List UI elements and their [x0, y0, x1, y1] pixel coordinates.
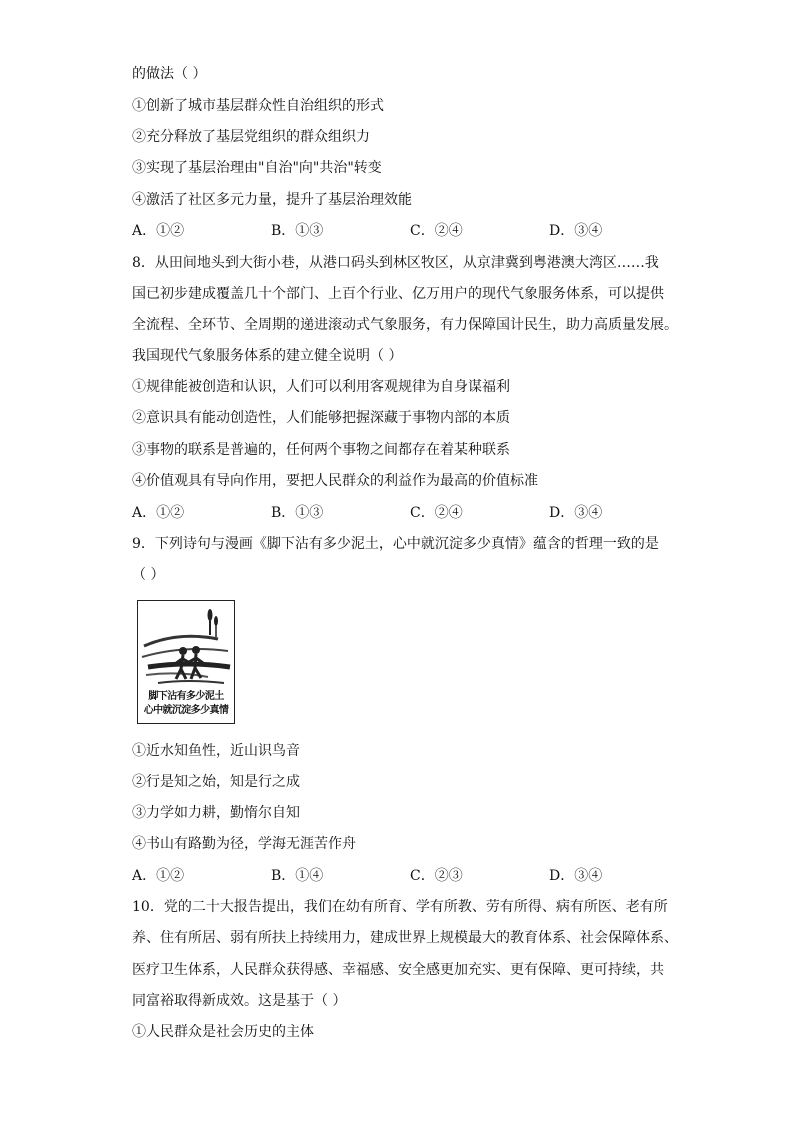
q9-option-c: C．②③ — [410, 868, 463, 884]
q9-option-d: D．③④ — [549, 868, 603, 884]
q7-item-3: ③实现了基层治理由"自治"向"共治"转变 — [132, 160, 382, 176]
q9-stem-line-1: 9．下列诗句与漫画《脚下沾有多少泥土，心中就沉淀多少真情》蕴含的哲理一致的是 — [132, 536, 659, 552]
cartoon-caption-line-2: 心中就沉淀多少真情 — [143, 705, 229, 716]
q9-item-2: ②行是知之始，知是行之成 — [132, 774, 300, 790]
q10-stem-line-3: 医疗卫生体系，人民群众获得感、幸福感、安全感更加充实、更有保障、更可持续，共 — [132, 962, 664, 978]
q10-stem-line-2: 养、住有所居、弱有所扶上持续用力，建成世界上规模最大的教育体系、社会保障体系、 — [132, 930, 678, 946]
q8-option-d: D．③④ — [549, 505, 603, 521]
q8-stem-line-1: 8．从田间地头到大街小巷，从港口码头到林区牧区，从京津冀到粤港澳大湾区……我 — [132, 255, 659, 271]
q7-item-4: ④激活了社区多元力量，提升了基层治理效能 — [132, 192, 412, 208]
q8-stem-line-3: 全流程、全环节、全周期的递进滚动式气象服务，有力保障国计民生，助力高质量发展。 — [132, 317, 678, 333]
q7-stem-end: 的做法（ ） — [132, 66, 207, 82]
q10-item-1: ①人民群众是社会历史的主体 — [132, 1024, 314, 1040]
q10-stem-line-4: 同富裕取得新成效。这是基于（ ） — [132, 993, 347, 1009]
q8-option-a: A．①② — [132, 505, 185, 521]
q9-option-a: A．①② — [132, 868, 185, 884]
q7-option-c: C．②④ — [410, 223, 463, 239]
q8-item-3: ③事物的联系是普遍的，任何两个事物之间都存在着某种联系 — [132, 442, 510, 458]
q9-stem-line-2: （ ） — [132, 567, 165, 583]
q8-item-2: ②意识具有能动创造性，人们能够把握深藏于事物内部的本质 — [132, 410, 510, 426]
q7-option-a: A．①② — [132, 223, 185, 239]
q9-item-1: ①近水知鱼性，近山识鸟音 — [132, 743, 300, 759]
q8-stem-line-2: 国已初步建成覆盖几十个部门、上百个行业、亿万用户的现代气象服务体系，可以提供 — [132, 286, 664, 302]
q9-option-b: B．①④ — [271, 868, 324, 884]
q8-option-c: C．②④ — [410, 505, 463, 521]
q8-item-4: ④价值观具有导向作用，要把人民群众的利益作为最高的价值标准 — [132, 473, 538, 489]
cartoon-caption-line-1: 脚下沾有多少泥土 — [148, 691, 224, 702]
q7-option-b: B．①③ — [271, 223, 324, 239]
q8-stem-line-4: 我国现代气象服务体系的建立健全说明（ ） — [132, 348, 403, 364]
q7-item-2: ②充分释放了基层党组织的群众组织力 — [132, 129, 370, 145]
q10-stem-line-1: 10．党的二十大报告提出，我们在幼有所育、学有所教、劳有所得、病有所医、老有所 — [132, 899, 668, 915]
q9-item-3: ③力学如力耕，勤惰尔自知 — [132, 805, 300, 821]
q7-item-1: ①创新了城市基层群众性自治组织的形式 — [132, 98, 384, 114]
q7-option-d: D．③④ — [549, 223, 603, 239]
q8-option-b: B．①③ — [271, 505, 324, 521]
q8-item-1: ①规律能被创造和认识，人们可以利用客观规律为自身谋福利 — [132, 379, 510, 395]
q9-cartoon-image — [137, 600, 235, 724]
q9-item-4: ④书山有路勤为径，学海无涯苦作舟 — [132, 836, 356, 852]
